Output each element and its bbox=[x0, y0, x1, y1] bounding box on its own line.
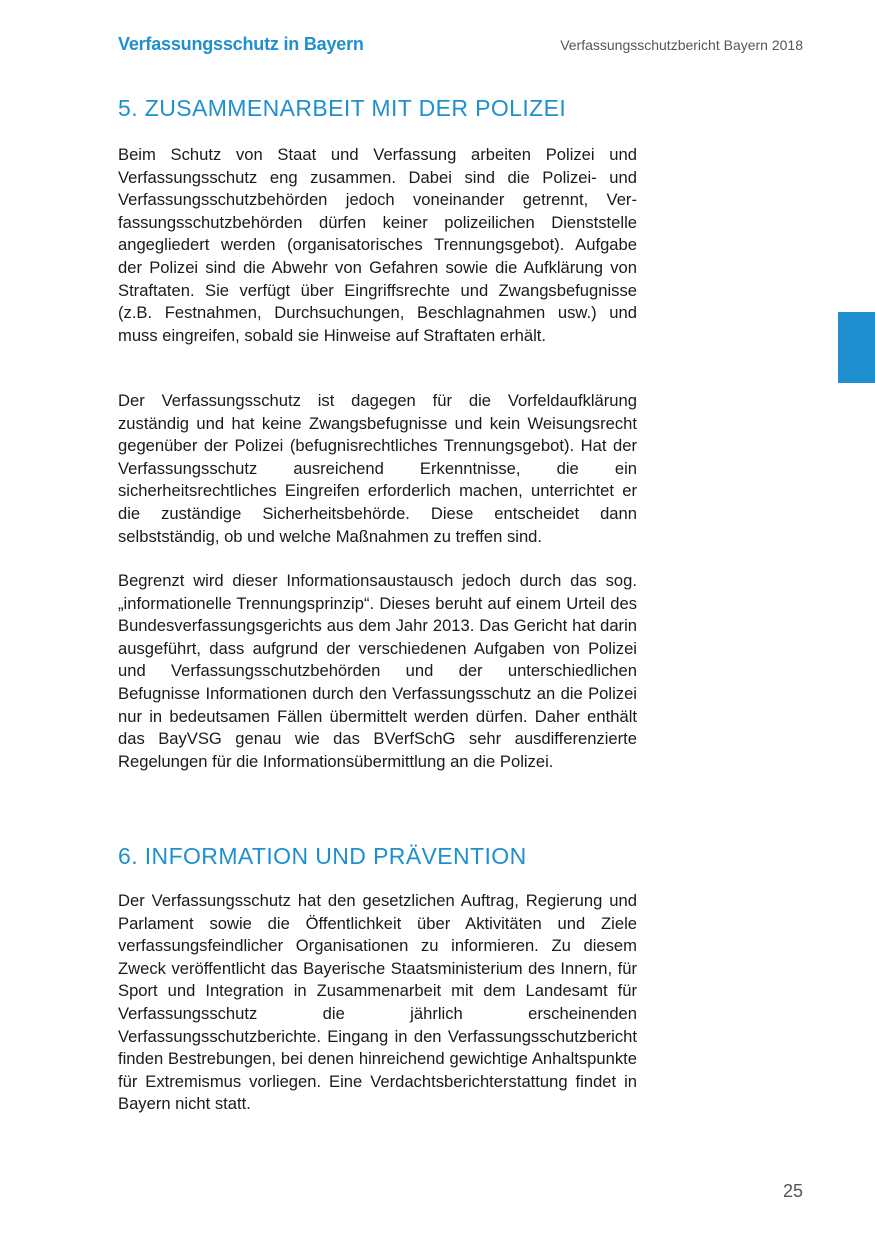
running-header-report-title: Verfassungsschutzbericht Bayern 2018 bbox=[560, 37, 803, 53]
section-6-paragraph-1: Der Verfassungsschutz hat den gesetzlichen Auftrag, Regierung und Parlament sowie die Öffentlichkeit über Aktivitäten und Ziele verfassungsfeindlicher Organisationen zu informieren. Zu diesem Zweck veröffentlicht das Bayerische Staatsministerium des Innern, für Sport und Integration in Zusammenarbeit mit dem Landesamt für Verfassungsschutz die jährlich erscheinenden Verfassungsschutzberichte. Eingang in den Verfassungsschutzbericht finden Bestrebungen, bei denen hinreichend gewichtige Anhaltspunkte für Extremismus vorliegen. Eine Verdachtsberichterstattung findet in Bayern nicht statt. bbox=[118, 891, 637, 1114]
section-5-paragraph-3: Begrenzt wird dieser Informationsaustausch jedoch durch das sog. „informationelle Trennungsprinzip“. Dieses beruht auf einem Urteil des Bundesverfassungsgerichts aus dem Jahr 2013. Das Gericht hat darin ausgeführt, dass aufgrund der verschiedenen Aufgaben von Polizei und Verfassungsschutzbehörden und der unterschiedlichen Befugnisse Informationen durch den Verfassungsschutz an die Polizei nur in bedeutsamen Fällen übermittelt werden dürfen. Daher enthält das BayVSG genau wie das BVerfSchG sehr ausdifferenzierte Regelungen für die Informationsübermittlung an die Polizei. bbox=[118, 571, 637, 771]
section-5-title: 5. ZUSAMMENARBEIT MIT DER POLIZEI bbox=[118, 95, 567, 121]
section-5-paragraph-2: Der Verfassungsschutz ist dagegen für die Vorfeldaufklärung zuständig und hat keine Zwangsbefugnisse und kein Weisungsrecht gegenüber der Polizei (befugnisrechtliches Trennungsgebot). Hat der Verfassungsschutz ausreichend Erkenntnisse, die ein sicherheitsrechtliches Eingreifen erforderlich machen, unterrichtet er die zuständige Sicherheitsbehörde. Diese entscheidet dann selbstständig, ob und welche Maßnahmen zu treffen sind. bbox=[118, 391, 637, 546]
page-number: 25 bbox=[782, 1181, 803, 1201]
running-header-section: Verfassungsschutz in Bayern bbox=[118, 34, 364, 54]
chapter-side-tab bbox=[838, 312, 875, 383]
section-6-title: 6. INFORMATION UND PRÄVENTION bbox=[118, 843, 527, 869]
section-5-paragraph-1: Beim Schutz von Staat und Verfassung arbeiten Polizei und Verfassungsschutz eng zusammen. Dabei sind die Polizei- und Verfassungsschutzbehörden jedoch voneinander getrennt, Verfassungsschutzbehörden dürfen keiner polizeilichen Dienststelle angegliedert werden (organisatorisches Trennungsgebot). Aufgabe der Polizei sind die Abwehr von Gefahren sowie die Aufklärung von Straftaten. Sie verfügt über Eingriffsrechte und Zwangsbefugnisse (z.B. Festnahmen, Durchsuchungen, Beschlagnahmen usw.) und muss eingreifen, sobald sie Hinweise auf Straftaten erhält. bbox=[118, 145, 637, 345]
